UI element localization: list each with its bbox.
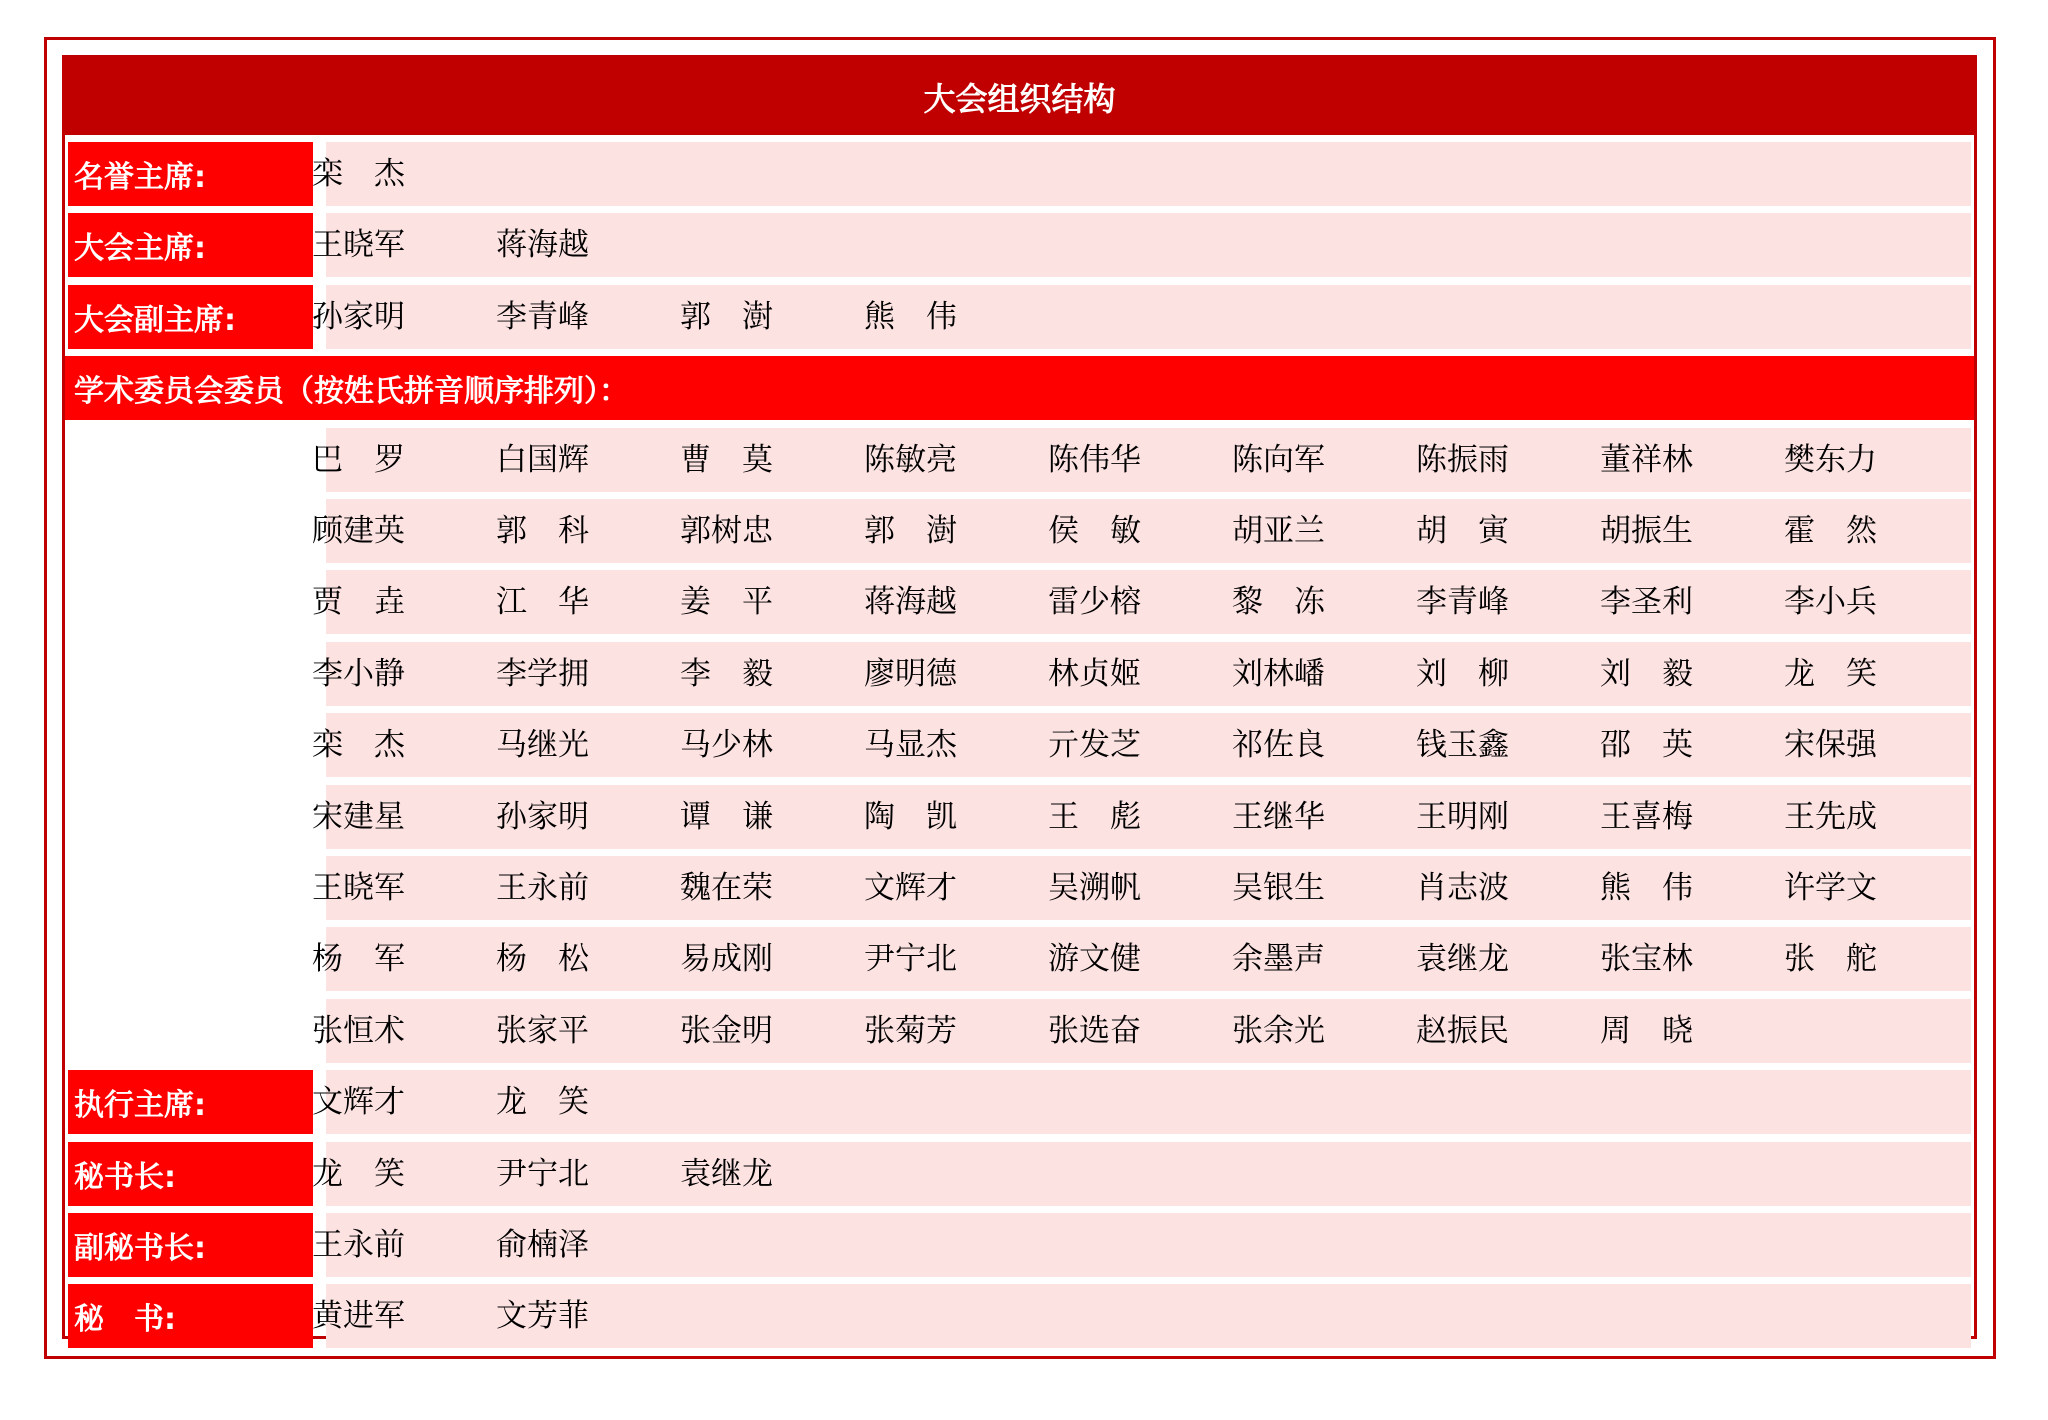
committee-member-name: 陈振雨 <box>1416 441 1509 478</box>
committee-member-name: 马继光 <box>496 727 589 764</box>
role-label: 名誉主席: <box>68 142 313 206</box>
person-name: 文芳菲 <box>496 1298 589 1335</box>
committee-member-name: 肖志波 <box>1416 870 1509 906</box>
committee-member-name: 张家平 <box>496 1012 589 1049</box>
person-name: 尹宁北 <box>496 1155 589 1192</box>
role-label: 副秘书长: <box>68 1213 313 1277</box>
role-label: 秘 书: <box>68 1284 313 1348</box>
committee-member-name: 巴 罗 <box>312 441 405 478</box>
committee-member-name: 林贞姬 <box>1048 655 1141 692</box>
person-name: 黄进军 <box>312 1298 405 1335</box>
role-label: 大会副主席: <box>68 285 313 349</box>
committee-member-name: 许学文 <box>1784 870 1877 906</box>
committee-member-name: 王明刚 <box>1416 798 1509 835</box>
role-label: 大会主席: <box>68 213 313 277</box>
person-name: 郭 澍 <box>680 298 773 335</box>
committee-member-name: 魏在荣 <box>680 870 773 906</box>
committee-member-name: 吴溯帆 <box>1048 870 1141 906</box>
committee-member-name: 钱玉鑫 <box>1416 727 1509 764</box>
role-label: 执行主席: <box>68 1070 313 1134</box>
role-row <box>65 285 1974 349</box>
person-name: 李青峰 <box>496 298 589 335</box>
organization-table <box>62 55 1977 1339</box>
committee-row <box>65 785 1974 849</box>
committee-member-name: 王先成 <box>1784 798 1877 835</box>
committee-member-name: 刘林嶓 <box>1232 655 1325 692</box>
committee-row <box>65 856 1974 920</box>
committee-member-name: 马少林 <box>680 727 773 764</box>
committee-member-name: 王永前 <box>496 870 589 906</box>
committee-member-name: 刘 柳 <box>1416 655 1509 692</box>
committee-member-name: 易成刚 <box>680 941 773 978</box>
role-row <box>65 213 1974 277</box>
committee-member-name: 胡亚兰 <box>1232 513 1325 549</box>
committee-member-name: 李小静 <box>312 655 405 692</box>
committee-member-name: 吴银生 <box>1232 870 1325 906</box>
person-name: 龙 笑 <box>496 1084 589 1121</box>
role-row <box>65 142 1974 206</box>
committee-member-name: 张恒术 <box>312 1012 405 1049</box>
committee-member-name: 赵振民 <box>1416 1012 1509 1049</box>
committee-member-name: 尹宁北 <box>864 941 957 978</box>
person-name: 熊 伟 <box>864 298 957 335</box>
committee-member-name: 陶 凯 <box>864 798 957 835</box>
committee-member-name: 王喜梅 <box>1600 798 1693 835</box>
committee-member-name: 郭 澍 <box>864 513 957 549</box>
table-title: 大会组织结构 <box>65 58 1974 135</box>
committee-member-name: 张 舵 <box>1784 941 1877 978</box>
person-name: 文辉才 <box>312 1084 405 1121</box>
committee-member-name: 谭 谦 <box>680 798 773 835</box>
committee-member-name: 张余光 <box>1232 1012 1325 1049</box>
committee-member-name: 祁佐良 <box>1232 727 1325 764</box>
committee-member-name: 袁继龙 <box>1416 941 1509 978</box>
committee-header: 学术委员会委员（按姓氏拼音顺序排列）： <box>65 356 1974 420</box>
committee-row <box>65 927 1974 991</box>
role-label: 秘书长: <box>68 1142 313 1206</box>
committee-member-name: 周 晓 <box>1600 1012 1693 1049</box>
committee-member-name: 龙 笑 <box>1784 655 1877 692</box>
committee-member-name: 蒋海越 <box>864 584 957 621</box>
committee-member-name: 刘 毅 <box>1600 655 1693 692</box>
committee-row <box>65 570 1974 634</box>
person-name: 蒋海越 <box>496 227 589 264</box>
role-row <box>65 1142 1974 1206</box>
committee-member-name: 白国辉 <box>496 441 589 478</box>
committee-member-name: 余墨声 <box>1232 941 1325 978</box>
committee-member-name: 王晓军 <box>312 870 405 906</box>
person-name: 袁继龙 <box>680 1155 773 1192</box>
committee-member-name: 陈伟华 <box>1048 441 1141 478</box>
committee-member-name: 李 毅 <box>680 655 773 692</box>
committee-member-name: 李小兵 <box>1784 584 1877 621</box>
role-row <box>65 1284 1974 1348</box>
committee-member-name: 张选奋 <box>1048 1012 1141 1049</box>
committee-member-name: 郭树忠 <box>680 513 773 549</box>
committee-member-name: 杨 军 <box>312 941 405 978</box>
committee-member-name: 张金明 <box>680 1012 773 1049</box>
committee-member-name: 游文健 <box>1048 941 1141 978</box>
committee-member-name: 贾 垚 <box>312 584 405 621</box>
role-row <box>65 1213 1974 1277</box>
committee-member-name: 廖明德 <box>864 655 957 692</box>
committee-member-name: 亓发芝 <box>1048 727 1141 764</box>
committee-row <box>65 713 1974 777</box>
committee-member-name: 胡 寅 <box>1416 513 1509 549</box>
committee-member-name: 张宝林 <box>1600 941 1693 978</box>
committee-member-name: 孙家明 <box>496 798 589 835</box>
committee-member-name: 雷少榕 <box>1048 584 1141 621</box>
person-name: 孙家明 <box>312 298 405 335</box>
committee-member-name: 樊东力 <box>1784 441 1877 478</box>
committee-member-name: 马显杰 <box>864 727 957 764</box>
person-name: 龙 笑 <box>312 1155 405 1192</box>
committee-member-name: 宋保强 <box>1784 727 1877 764</box>
committee-member-name: 胡振生 <box>1600 513 1693 549</box>
committee-member-name: 侯 敏 <box>1048 513 1141 549</box>
committee-member-name: 宋建星 <box>312 798 405 835</box>
committee-member-name: 熊 伟 <box>1600 870 1693 906</box>
committee-member-name: 李圣利 <box>1600 584 1693 621</box>
committee-member-name: 王 彪 <box>1048 798 1141 835</box>
person-name: 王晓军 <box>312 227 405 264</box>
committee-member-name: 王继华 <box>1232 798 1325 835</box>
person-name: 王永前 <box>312 1227 405 1263</box>
committee-member-name: 曹 莫 <box>680 441 773 478</box>
committee-member-name: 栾 杰 <box>312 727 405 764</box>
committee-row <box>65 499 1974 563</box>
committee-row <box>65 999 1974 1063</box>
committee-row <box>65 428 1974 492</box>
committee-member-name: 郭 科 <box>496 513 589 549</box>
committee-member-name: 黎 冻 <box>1232 584 1325 621</box>
committee-member-name: 李学拥 <box>496 655 589 692</box>
person-name: 栾 杰 <box>312 156 405 192</box>
committee-member-name: 邵 英 <box>1600 727 1693 764</box>
committee-member-name: 杨 松 <box>496 941 589 978</box>
committee-member-name: 文辉才 <box>864 870 957 906</box>
committee-member-name: 陈敏亮 <box>864 441 957 478</box>
committee-member-name: 李青峰 <box>1416 584 1509 621</box>
committee-member-name: 董祥林 <box>1600 441 1693 478</box>
committee-member-name: 江 华 <box>496 584 589 621</box>
person-name: 俞楠泽 <box>496 1227 589 1263</box>
committee-member-name: 张菊芳 <box>864 1012 957 1049</box>
committee-member-name: 顾建英 <box>312 513 405 549</box>
committee-member-name: 陈向军 <box>1232 441 1325 478</box>
committee-member-name: 霍 然 <box>1784 513 1877 549</box>
role-names-band <box>326 142 1971 206</box>
committee-row <box>65 642 1974 706</box>
role-row <box>65 1070 1974 1134</box>
committee-member-name: 姜 平 <box>680 584 773 621</box>
